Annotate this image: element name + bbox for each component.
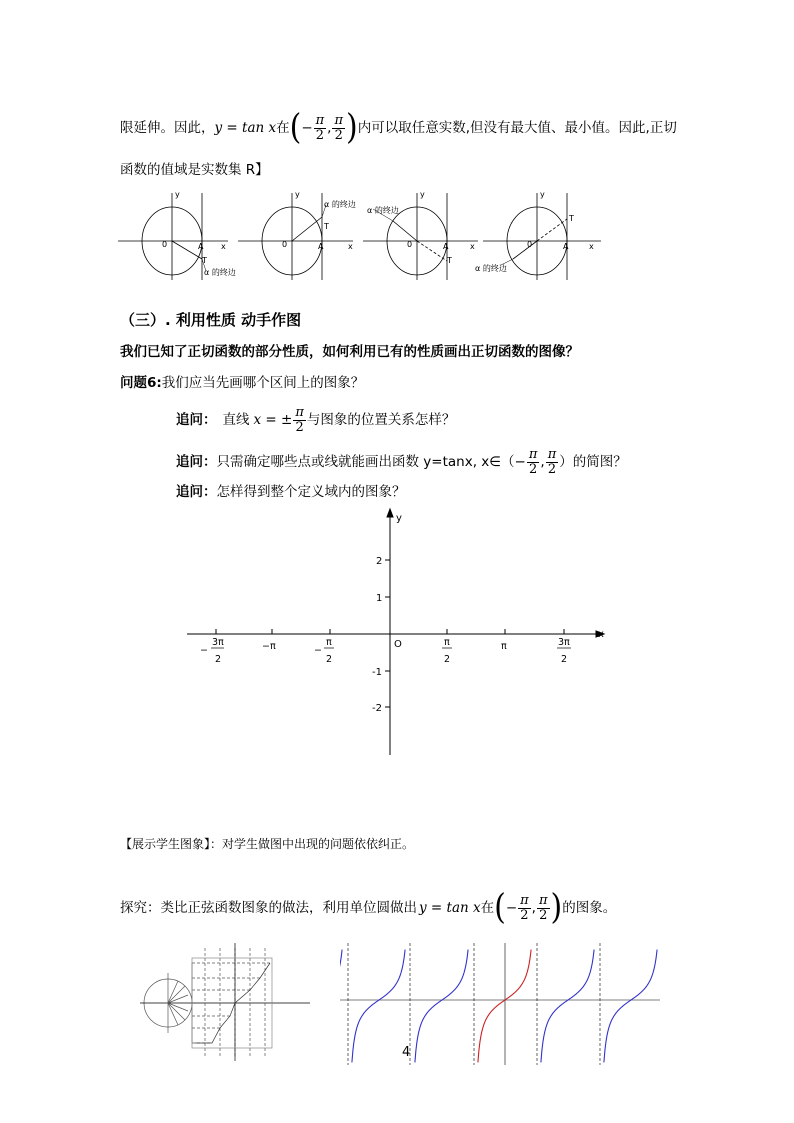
svg-text:x: x <box>348 242 353 251</box>
unit-circle-construction-figure <box>140 943 315 1063</box>
svg-text:α 的终边: α 的终边 <box>475 264 507 273</box>
svg-text:2: 2 <box>561 654 568 665</box>
svg-text:α 的终边: α 的终边 <box>367 206 399 215</box>
svg-text:2: 2 <box>215 654 222 665</box>
ask-3: 追问：怎样得到整个定义域内的图象？ <box>176 484 406 500</box>
svg-text:O: O <box>394 639 402 650</box>
svg-text:0: 0 <box>527 240 533 249</box>
svg-text:x: x <box>598 629 604 640</box>
x-tick-label-pi <box>501 641 507 652</box>
svg-text:1: 1 <box>376 593 383 604</box>
svg-text:0: 0 <box>282 240 288 249</box>
svg-text:T: T <box>447 256 452 265</box>
svg-text:T: T <box>202 256 207 265</box>
svg-text:−: − <box>200 645 208 656</box>
unit-circle-3 <box>363 190 478 280</box>
para1-zai: 在 <box>276 120 290 136</box>
svg-text:0: 0 <box>162 240 168 249</box>
svg-text:A: A <box>318 242 324 251</box>
svg-text:α 的终边: α 的终边 <box>204 268 236 277</box>
svg-text:3π: 3π <box>558 637 570 648</box>
tan-branch <box>541 950 594 1063</box>
tan-branch <box>478 950 531 1063</box>
svg-text:π: π <box>501 641 507 652</box>
svg-text:A: A <box>563 242 569 251</box>
page-number: 4 <box>402 1045 411 1060</box>
paragraph-line-2: 函数的值域是实数集 R】 <box>120 162 269 178</box>
para1-after: 内可以取任意实数,但没有最大值、最小值。因此,正切 <box>357 120 677 136</box>
ask-2: 追问： 只需确定哪些点或线就能画出函数 y=tanx, x∈（− $\frac{\pi}{2}$ , $\frac{\pi}{2}$ ）的简图？ <box>176 446 627 477</box>
svg-text:0: 0 <box>407 240 413 249</box>
blank-coordinate-axes <box>180 505 620 760</box>
svg-text:T: T <box>324 222 329 231</box>
show-student-graphs: 【展示学生图象】：对学生做图中出现的问题依依纠正。 <box>120 837 415 851</box>
svg-text:x: x <box>470 242 475 251</box>
unit-circle-2 <box>238 190 356 280</box>
paragraph-line-1: 限延伸。因此， y = tan x 在 ( − $\frac{\pi}{2}$ , $\frac{\pi}{2}$ ) 内可以取任意实数,但没有最大值、最小值。因此,正切 <box>120 107 677 148</box>
para1-expr: y = tan x <box>214 120 277 136</box>
svg-text:y: y <box>540 190 545 199</box>
svg-text:-2: -2 <box>372 703 382 714</box>
tangent-graph <box>340 943 660 1065</box>
svg-text:α 的终边: α 的终边 <box>324 200 356 209</box>
svg-text:π: π <box>444 637 450 648</box>
svg-text:A: A <box>443 242 449 251</box>
explore-line: 探究：类比正弦函数图象的做法，利用单位圆做出 y = tan x 在 ( − $\frac{\pi}{2}$ , $\frac{\pi}{2}$ ) 的图象。 <box>120 887 617 928</box>
svg-text:A: A <box>198 242 204 251</box>
svg-text:x: x <box>221 242 226 251</box>
svg-text:y: y <box>295 190 300 199</box>
question-6: 问题6:我们应当先画哪个区间上的图象？ <box>120 375 365 391</box>
unit-circle-1 <box>118 190 236 280</box>
svg-text:π: π <box>326 637 332 648</box>
x-tick-label-pi-2 <box>442 637 452 665</box>
svg-text:3π: 3π <box>212 637 224 648</box>
x-tick-label-neg-pi <box>262 641 276 652</box>
x-tick-label-3pi-2 <box>557 637 571 665</box>
tan-branch <box>604 950 657 1063</box>
svg-text:T: T <box>569 214 574 223</box>
svg-text:y: y <box>175 190 180 199</box>
x-tick-label-neg-3pi-2 <box>200 637 224 665</box>
unit-circle-figures <box>118 185 608 280</box>
bold-question: 我们已知了正切函数的部分性质，如何利用已有的性质画出正切函数的图像？ <box>120 344 579 360</box>
svg-text:-1: -1 <box>372 667 382 678</box>
svg-text:−π: −π <box>262 641 276 652</box>
x-tick-label-neg-pi-2 <box>314 637 334 665</box>
para1-before: 限延伸。因此， <box>120 120 215 136</box>
para1-minus: − <box>301 120 313 136</box>
svg-text:2: 2 <box>376 556 383 567</box>
svg-text:2: 2 <box>326 654 333 665</box>
svg-text:y: y <box>420 190 425 199</box>
ask-1: 追问： 直线 x = ± $\frac{\pi}{2}$ 与图象的位置关系怎样？ <box>176 404 456 435</box>
tan-branch <box>352 950 405 1063</box>
svg-text:2: 2 <box>444 654 451 665</box>
tan-branch <box>415 950 468 1063</box>
tan-branch <box>340 950 342 1063</box>
section-title: （三）. 利用性质 动手作图 <box>120 311 302 329</box>
svg-text:−: − <box>314 645 322 656</box>
svg-text:y: y <box>396 513 402 524</box>
unit-circle-4 <box>475 190 601 280</box>
svg-text:x: x <box>589 242 594 251</box>
